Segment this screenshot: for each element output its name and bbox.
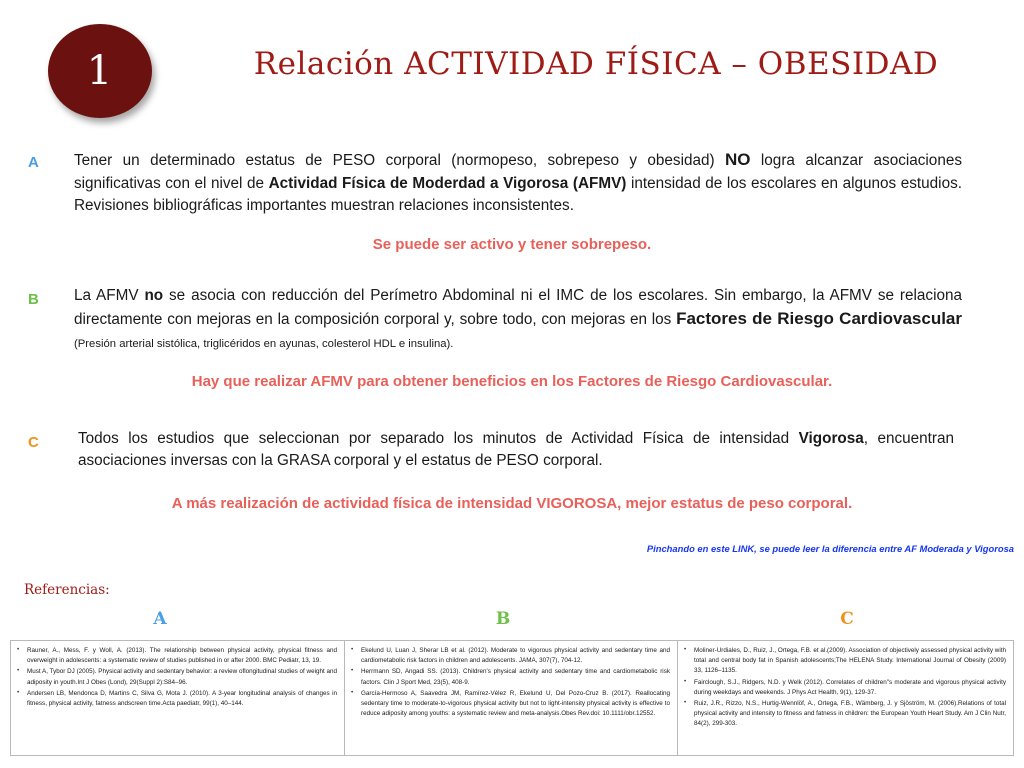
- section-c-text-2: , encuentran asociaciones inversas con la GRASA corporal y el estatus de PESO corporal.: [78, 430, 954, 470]
- reference-item: • Fairclough, S.J., Ridgers, N.D. y Welk (2012). Correlates of children"s moderate and vigorous physical activity during weekdays and weekends. J Phys Act Health, 9(1), 129-37.: [683, 678, 1006, 698]
- section-b-text-2: se asocia con reducción del Perímetro Abdominal ni el IMC de los escolares. Sin embargo, la AFMV se relaciona directamente con mejoras en la composición corporal y, sobre todo, con mejoras en los: [74, 287, 962, 329]
- section-c-highlight: A más realización de actividad física de intensidad VIGOROSA, mejor estatus de peso corporal.: [171, 495, 853, 512]
- references-column-a: [11, 641, 345, 755]
- section-b-text-1: La AFMV: [74, 287, 145, 304]
- slide-number-label: 1: [86, 48, 114, 94]
- reference-item: • Ekelund U, Luan J, Sherar LB et al. (2012). Moderate to vigorous physical activity and sedentary time and cardiometabolic risk factors in children and adolescents. JAMA, 307(7), 704-12.: [350, 646, 670, 666]
- reference-item: • Andersen LB, Mendonca D, Martins C, Silva G, Mota J. (2010). A 3-year longitudinal analysis of changes in fitness, physical activity, fatness andscreen time.Acta paediatr, 99(1), 40–144.: [16, 689, 337, 709]
- section-b-letter: B: [28, 291, 39, 308]
- section-c-emphasis-1: Vigorosa: [798, 430, 864, 447]
- section-c-letter: C: [28, 434, 39, 451]
- slide-header: [0, 0, 1024, 130]
- section-b-emphasis-1: no: [144, 287, 164, 304]
- reference-item: • Moliner-Urdiales, D., Ruiz, J., Ortega, F.B. et al.(2009). Association of objectively assessed physical activity with total and central body fat in Spanish adolescents;The HELENA Study. International Journal of Obesity (2009) 33, 1126–1135.: [683, 646, 1006, 677]
- reference-item: • García-Hermoso A, Saavedra JM, Ramírez-Vélez R, Ekelund U, Del Pozo-Cruz B. (2017). Reallocating sedentary time to moderate-to-vigorous physical activity but not to light-intensity physical activity is effective to reduce adiposity among youths: a systematic review and meta-analysis.Obes Rev.doi: 10.1111/obr.12552.: [350, 689, 670, 720]
- reference-item: • Ruiz, J.R., Rizzo, N.S., Hurtig-Wennlöf, A., Ortega, F.B., Wämberg, J. y Sjöström, M. (2006).Relations of total physical activity and intensity to fitness and fatness in children: the European Youth Heart Study. Am J Clin Nutr, 84(2), 299-303.: [683, 699, 1006, 730]
- section-a-body: [74, 148, 962, 218]
- section-a-text-1: Tener un determinado estatus de PESO corporal (normopeso, sobrepeso y obesidad): [74, 152, 725, 169]
- section-a-text-3: intensidad de los escolares en algunos estudios. Revisiones bibliográficas importantes muestran relaciones inconsistentes.: [74, 174, 962, 215]
- section-b-emphasis-2: Factores de Riesgo Cardiovascular: [676, 309, 963, 329]
- link-note[interactable]: Pinchando en este LINK, se puede leer la diferencia entre AF Moderada y Vigorosa: [646, 543, 1014, 554]
- section-c-body: [78, 428, 954, 473]
- section-a-emphasis-1: NO: [725, 150, 751, 169]
- section-a-letter: A: [28, 154, 39, 171]
- section-a-emphasis-2: Actividad Física de Moderdad a Vigorosa (AFMV): [268, 174, 627, 192]
- section-b-highlight: Hay que realizar AFMV para obtener beneficios en los Factores de Riesgo Cardiovascular.: [191, 373, 833, 390]
- references-table: [10, 640, 1014, 756]
- references-title: Referencias:: [24, 582, 110, 598]
- reference-item: • Must A, Tybor DJ (2005). Physical activity and sedentary behavior: a review oflongitudinal studies of weight and adiposity in youth.Int J Obes (Lond), 29(Suppl 2):S84–96.: [16, 667, 337, 687]
- references-column-c: [678, 641, 1013, 755]
- page-title: Relación ACTIVIDAD FÍSICA – OBESIDAD: [253, 46, 939, 82]
- reference-item: • Herrmann SD, Angadi SS. (2013). Children's physical activity and sedentary time and cardiometabolic risk factors. Clin J Sport Med, 23(5), 408-9.: [350, 667, 670, 687]
- references-column-b: [345, 641, 678, 755]
- section-b-body: [74, 285, 962, 355]
- section-a-text-2: logra alcanzar asociaciones significativas con el nivel de: [74, 152, 962, 192]
- section-c-text-1: Todos los estudios que seleccionan por separado los minutos de Actividad Física de intensidad: [78, 430, 799, 447]
- reference-item: • Rauner, A., Mess, F. y Woll, A. (2013). The relationship between physical activity, physical fitness and overweight in adolescents: a systematic review of studies published in or after 2000. BMC Pediatr, 13, 19.: [16, 646, 337, 666]
- references-header-a: A: [153, 609, 167, 629]
- section-b-text-3: (Presión arterial sistólica, triglicéridos en ayunas, colesterol HDL e insulina).: [74, 338, 454, 351]
- slide-number-badge: [48, 24, 152, 118]
- section-a-highlight: Se puede ser activo y tener sobrepeso.: [372, 236, 652, 253]
- references-header-c: C: [840, 609, 854, 629]
- references-header-b: B: [495, 609, 511, 629]
